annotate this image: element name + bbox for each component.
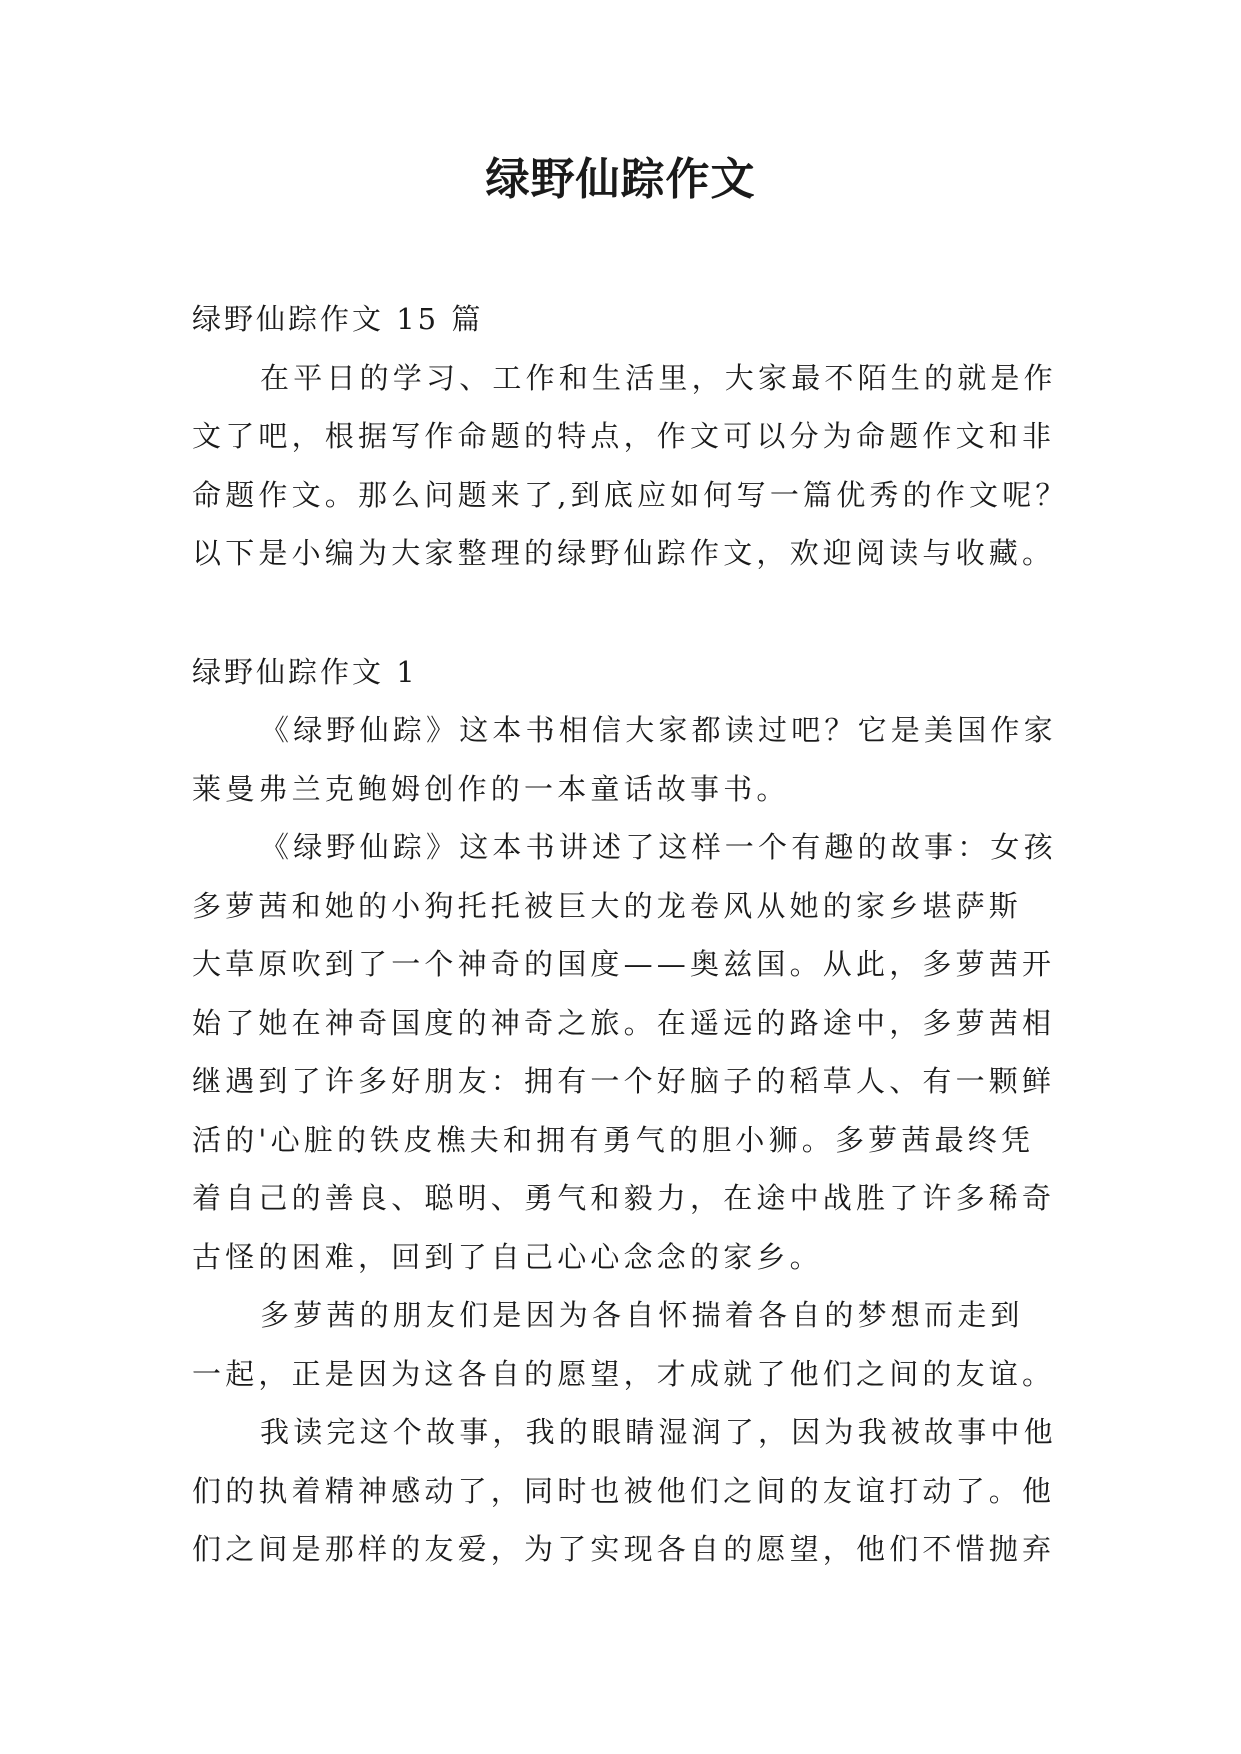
paragraph-line: 多萝茜和她的小狗托托被巨大的龙卷风从她的家乡堪萨斯: [192, 888, 1023, 923]
intro-line: 在平日的学习、工作和生活里，大家最不陌生的就是作: [260, 360, 1057, 395]
document-body: [192, 290, 1072, 1579]
intro-line: 命题作文。那么问题来了,到底应如何写一篇优秀的作文呢？: [192, 477, 1069, 512]
section-spacer: [192, 583, 1072, 643]
document-title: 绿野仙踪作文: [485, 154, 756, 205]
paragraph-line: 我读完这个故事，我的眼睛湿润了，因为我被故事中他: [260, 1415, 1057, 1449]
paragraph-line: 《绿野仙踪》这本书讲述了这样一个有趣的故事：女孩: [260, 830, 1057, 864]
paragraph-line: 继遇到了许多好朋友：拥有一个好脑子的稻草人、有一颗鲜: [192, 1064, 1056, 1098]
paragraph-line: 一起，正是因为这各自的愿望，才成就了他们之间的友谊。: [192, 1356, 1056, 1391]
paragraph-line: 莱曼弗兰克鲍姆创作的一本童话故事书。: [192, 771, 790, 806]
section-heading: 绿野仙踪作文 1: [192, 654, 418, 689]
paragraph-line: 们的执着精神感动了，同时也被他们之间的友谊打动了。他: [192, 1473, 1056, 1508]
paragraph-line: 始了她在神奇国度的神奇之旅。在遥远的路途中，多萝茜相: [192, 1005, 1056, 1040]
paragraph-line: 着自己的善良、聪明、勇气和毅力，在途中战胜了许多稀奇: [192, 1181, 1056, 1215]
paragraph-line: 古怪的困难，回到了自己心心念念的家乡。: [192, 1239, 823, 1274]
paragraph-line: 多萝茜的朋友们是因为各自怀揣着各自的梦想而走到: [260, 1298, 1024, 1332]
intro-line: 以下是小编为大家整理的绿野仙踪作文，欢迎阅读与收藏。: [192, 536, 1056, 570]
paragraph-line: 《绿野仙踪》这本书相信大家都读过吧？它是美国作家: [260, 713, 1057, 747]
paragraph-line: 活的'心脏的铁皮樵夫和拥有勇气的胆小狮。多萝茜最终凭: [192, 1122, 1035, 1157]
paragraph-line: 大草原吹到了一个神奇的国度——奥兹国。从此，多萝茜开: [192, 947, 1056, 981]
intro-line: 文了吧，根据写作命题的特点，作文可以分为命题作文和非: [192, 419, 1056, 453]
paragraph-line: 们之间是那样的友爱，为了实现各自的愿望，他们不惜抛弃: [192, 1532, 1056, 1566]
document-subtitle: 绿野仙踪作文 15 篇: [192, 302, 484, 336]
